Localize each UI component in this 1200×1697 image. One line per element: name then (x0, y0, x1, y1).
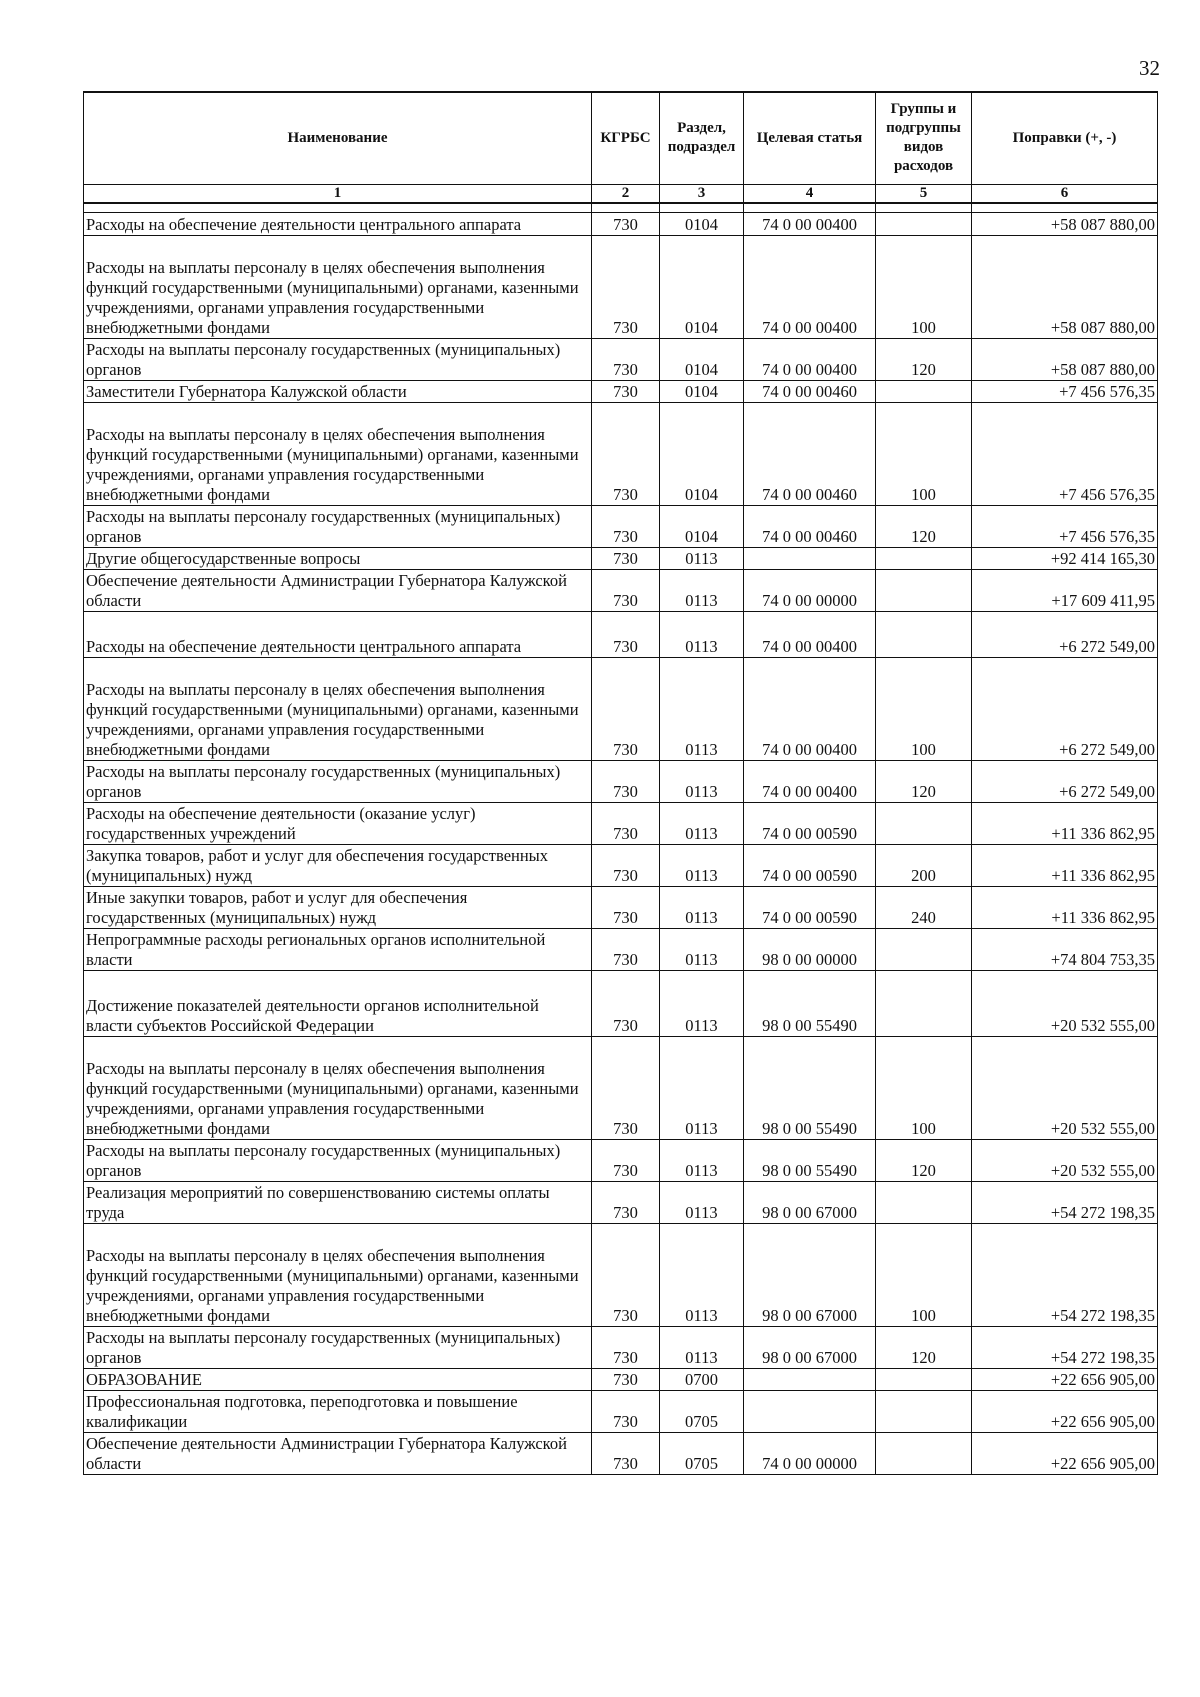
row-amount-cell: +74 804 753,35 (972, 929, 1158, 971)
row-group-cell: 240 (876, 887, 972, 929)
table-row (84, 1369, 1158, 1391)
row-amount-cell: +58 087 880,00 (972, 339, 1158, 381)
row-target-cell: 74 0 00 00400 (744, 612, 876, 658)
row-target-cell (744, 548, 876, 570)
row-kgrbs-cell: 730 (592, 1391, 660, 1433)
page-number: 32 (1139, 56, 1160, 80)
table-row (84, 213, 1158, 236)
table-row (84, 506, 1158, 548)
table-row (84, 339, 1158, 381)
row-target-cell: 98 0 00 00000 (744, 929, 876, 971)
row-kgrbs-cell: 730 (592, 1327, 660, 1369)
row-kgrbs-cell: 730 (592, 1224, 660, 1327)
row-section-cell: 0113 (660, 1037, 744, 1140)
row-name-cell: Непрограммные расходы региональных органов исполнительной власти (84, 929, 592, 971)
row-name-cell: Достижение показателей деятельности органов исполнительной власти субъектов Российской Федерации (84, 971, 592, 1037)
row-target-cell (744, 1391, 876, 1433)
column-number: 3 (660, 184, 744, 203)
row-name-cell: Реализация мероприятий по совершенствованию системы оплаты труда (84, 1182, 592, 1224)
row-kgrbs-cell: 730 (592, 213, 660, 236)
table-row (84, 1433, 1158, 1475)
row-section-cell: 0700 (660, 1369, 744, 1391)
table-row (84, 1140, 1158, 1182)
row-target-cell: 74 0 00 00590 (744, 845, 876, 887)
row-target-cell: 74 0 00 00000 (744, 570, 876, 612)
row-section-cell: 0113 (660, 1327, 744, 1369)
row-amount-cell: +11 336 862,95 (972, 845, 1158, 887)
row-section-cell: 0113 (660, 548, 744, 570)
row-section-cell: 0113 (660, 761, 744, 803)
row-target-cell: 74 0 00 00590 (744, 803, 876, 845)
row-section-cell: 0113 (660, 1224, 744, 1327)
row-group-cell (876, 803, 972, 845)
row-section-cell: 0104 (660, 381, 744, 403)
row-section-cell: 0113 (660, 803, 744, 845)
row-amount-cell: +58 087 880,00 (972, 213, 1158, 236)
row-amount-cell: +7 456 576,35 (972, 506, 1158, 548)
header-amendments: Поправки (+, -) (972, 92, 1158, 184)
row-section-cell: 0113 (660, 1182, 744, 1224)
row-section-cell: 0113 (660, 845, 744, 887)
row-kgrbs-cell: 730 (592, 1140, 660, 1182)
row-amount-cell: +11 336 862,95 (972, 887, 1158, 929)
row-name-cell: Другие общегосударственные вопросы (84, 548, 592, 570)
column-number: 2 (592, 184, 660, 203)
row-group-cell: 120 (876, 1140, 972, 1182)
row-group-cell (876, 1369, 972, 1391)
table-row (84, 971, 1158, 1037)
row-kgrbs-cell: 730 (592, 845, 660, 887)
row-kgrbs-cell: 730 (592, 381, 660, 403)
row-target-cell: 98 0 00 67000 (744, 1327, 876, 1369)
row-kgrbs-cell: 730 (592, 570, 660, 612)
row-target-cell: 98 0 00 67000 (744, 1224, 876, 1327)
row-kgrbs-cell: 730 (592, 971, 660, 1037)
row-target-cell (744, 1369, 876, 1391)
row-name-cell: Расходы на выплаты персоналу государственных (муниципальных) органов (84, 761, 592, 803)
row-section-cell: 0113 (660, 612, 744, 658)
row-amount-cell: +20 532 555,00 (972, 1140, 1158, 1182)
row-target-cell: 74 0 00 00400 (744, 236, 876, 339)
column-number: 1 (84, 184, 592, 203)
row-group-cell: 200 (876, 845, 972, 887)
spacer-row (84, 203, 1158, 213)
row-section-cell: 0104 (660, 339, 744, 381)
row-amount-cell: +17 609 411,95 (972, 570, 1158, 612)
row-kgrbs-cell: 730 (592, 887, 660, 929)
table-row (84, 612, 1158, 658)
row-amount-cell: +92 414 165,30 (972, 548, 1158, 570)
table-row (84, 1182, 1158, 1224)
table-row (84, 887, 1158, 929)
row-name-cell: Расходы на выплаты персоналу государственных (муниципальных) органов (84, 339, 592, 381)
row-section-cell: 0113 (660, 1140, 744, 1182)
row-target-cell: 74 0 00 00460 (744, 381, 876, 403)
row-section-cell: 0113 (660, 658, 744, 761)
row-section-cell: 0104 (660, 403, 744, 506)
row-kgrbs-cell: 730 (592, 1369, 660, 1391)
row-group-cell: 100 (876, 236, 972, 339)
row-group-cell: 100 (876, 1037, 972, 1140)
row-target-cell: 74 0 00 00460 (744, 506, 876, 548)
row-target-cell: 74 0 00 00000 (744, 1433, 876, 1475)
row-group-cell: 120 (876, 1327, 972, 1369)
row-group-cell: 120 (876, 339, 972, 381)
row-name-cell: Расходы на выплаты персоналу государственных (муниципальных) органов (84, 1140, 592, 1182)
row-target-cell: 74 0 00 00400 (744, 213, 876, 236)
column-number: 6 (972, 184, 1158, 203)
table-row (84, 1224, 1158, 1327)
row-name-cell: Расходы на выплаты персоналу в целях обеспечения выполнения функций государственными (муниципальными) органами, казенными учреждениями, органами управления государственными внебюджетными фондами (84, 236, 592, 339)
row-group-cell: 100 (876, 1224, 972, 1327)
row-group-cell: 100 (876, 658, 972, 761)
table-row (84, 236, 1158, 339)
row-name-cell: Расходы на выплаты персоналу в целях обеспечения выполнения функций государственными (муниципальными) органами, казенными учреждениями, органами управления государственными внебюджетными фондами (84, 1224, 592, 1327)
row-amount-cell: +22 656 905,00 (972, 1433, 1158, 1475)
row-section-cell: 0104 (660, 213, 744, 236)
row-group-cell (876, 548, 972, 570)
row-target-cell: 98 0 00 55490 (744, 1037, 876, 1140)
row-amount-cell: +22 656 905,00 (972, 1391, 1158, 1433)
table-row (84, 570, 1158, 612)
row-name-cell: Расходы на выплаты персоналу государственных (муниципальных) органов (84, 506, 592, 548)
row-target-cell: 74 0 00 00590 (744, 887, 876, 929)
column-number-row (84, 184, 1158, 203)
table-row (84, 761, 1158, 803)
budget-amendments-table (83, 91, 1158, 1475)
row-amount-cell: +7 456 576,35 (972, 403, 1158, 506)
row-section-cell: 0104 (660, 236, 744, 339)
row-group-cell (876, 612, 972, 658)
row-group-cell (876, 1182, 972, 1224)
header-kgrbs: КГРБС (592, 92, 660, 184)
row-amount-cell: +54 272 198,35 (972, 1327, 1158, 1369)
row-kgrbs-cell: 730 (592, 761, 660, 803)
row-amount-cell: +7 456 576,35 (972, 381, 1158, 403)
row-target-cell: 98 0 00 55490 (744, 971, 876, 1037)
row-kgrbs-cell: 730 (592, 612, 660, 658)
row-group-cell (876, 1391, 972, 1433)
row-kgrbs-cell: 730 (592, 803, 660, 845)
table-row (84, 1391, 1158, 1433)
row-amount-cell: +20 532 555,00 (972, 971, 1158, 1037)
row-name-cell: Обеспечение деятельности Администрации Губернатора Калужской области (84, 1433, 592, 1475)
table-row (84, 1327, 1158, 1369)
row-section-cell: 0113 (660, 929, 744, 971)
row-target-cell: 74 0 00 00400 (744, 339, 876, 381)
row-group-cell (876, 1433, 972, 1475)
table-row (84, 658, 1158, 761)
row-kgrbs-cell: 730 (592, 236, 660, 339)
row-group-cell: 100 (876, 403, 972, 506)
row-name-cell: Обеспечение деятельности Администрации Губернатора Калужской области (84, 570, 592, 612)
row-target-cell: 98 0 00 67000 (744, 1182, 876, 1224)
row-section-cell: 0705 (660, 1391, 744, 1433)
row-kgrbs-cell: 730 (592, 929, 660, 971)
row-group-cell (876, 570, 972, 612)
row-amount-cell: +54 272 198,35 (972, 1224, 1158, 1327)
row-section-cell: 0113 (660, 971, 744, 1037)
row-target-cell: 74 0 00 00400 (744, 658, 876, 761)
row-amount-cell: +6 272 549,00 (972, 612, 1158, 658)
header-target: Целевая статья (744, 92, 876, 184)
header-name: Наименование (84, 92, 592, 184)
table-row (84, 548, 1158, 570)
row-kgrbs-cell: 730 (592, 506, 660, 548)
header-section: Раздел, подраздел (660, 92, 744, 184)
row-name-cell: Профессиональная подготовка, переподготовка и повышение квалификации (84, 1391, 592, 1433)
table-header-row (84, 92, 1158, 184)
row-group-cell (876, 213, 972, 236)
column-number: 4 (744, 184, 876, 203)
table-row (84, 845, 1158, 887)
table-body (84, 203, 1158, 1475)
row-target-cell: 98 0 00 55490 (744, 1140, 876, 1182)
row-name-cell: Расходы на обеспечение деятельности центрального аппарата (84, 612, 592, 658)
row-amount-cell: +6 272 549,00 (972, 658, 1158, 761)
row-group-cell: 120 (876, 506, 972, 548)
row-name-cell: Иные закупки товаров, работ и услуг для обеспечения государственных (муниципальных) нужд (84, 887, 592, 929)
row-group-cell (876, 381, 972, 403)
row-kgrbs-cell: 730 (592, 339, 660, 381)
row-kgrbs-cell: 730 (592, 1037, 660, 1140)
row-amount-cell: +6 272 549,00 (972, 761, 1158, 803)
table-row (84, 803, 1158, 845)
row-name-cell: Закупка товаров, работ и услуг для обеспечения государственных (муниципальных) нужд (84, 845, 592, 887)
row-kgrbs-cell: 730 (592, 1182, 660, 1224)
row-kgrbs-cell: 730 (592, 403, 660, 506)
row-name-cell: Расходы на выплаты персоналу государственных (муниципальных) органов (84, 1327, 592, 1369)
row-kgrbs-cell: 730 (592, 548, 660, 570)
row-group-cell (876, 929, 972, 971)
row-amount-cell: +11 336 862,95 (972, 803, 1158, 845)
row-target-cell: 74 0 00 00400 (744, 761, 876, 803)
row-section-cell: 0705 (660, 1433, 744, 1475)
row-section-cell: 0113 (660, 570, 744, 612)
table-row (84, 381, 1158, 403)
row-name-cell: Заместители Губернатора Калужской области (84, 381, 592, 403)
row-name-cell: Расходы на обеспечение деятельности центрального аппарата (84, 213, 592, 236)
row-amount-cell: +22 656 905,00 (972, 1369, 1158, 1391)
row-kgrbs-cell: 730 (592, 658, 660, 761)
row-amount-cell: +58 087 880,00 (972, 236, 1158, 339)
table-row (84, 929, 1158, 971)
row-name-cell: Расходы на выплаты персоналу в целях обеспечения выполнения функций государственными (муниципальными) органами, казенными учреждениями, органами управления государственными внебюджетными фондами (84, 403, 592, 506)
table-row (84, 403, 1158, 506)
row-section-cell: 0104 (660, 506, 744, 548)
row-name-cell: Расходы на выплаты персоналу в целях обеспечения выполнения функций государственными (муниципальными) органами, казенными учреждениями, органами управления государственными внебюджетными фондами (84, 658, 592, 761)
row-section-cell: 0113 (660, 887, 744, 929)
row-name-cell: Расходы на обеспечение деятельности (оказание услуг) государственных учреждений (84, 803, 592, 845)
column-number: 5 (876, 184, 972, 203)
row-group-cell (876, 971, 972, 1037)
row-name-cell: Расходы на выплаты персоналу в целях обеспечения выполнения функций государственными (муниципальными) органами, казенными учреждениями, органами управления государственными внебюджетными фондами (84, 1037, 592, 1140)
row-amount-cell: +20 532 555,00 (972, 1037, 1158, 1140)
row-name-cell: ОБРАЗОВАНИЕ (84, 1369, 592, 1391)
row-group-cell: 120 (876, 761, 972, 803)
row-target-cell: 74 0 00 00460 (744, 403, 876, 506)
row-kgrbs-cell: 730 (592, 1433, 660, 1475)
table-row (84, 1037, 1158, 1140)
header-groups: Группы и подгруппы видов расходов (876, 92, 972, 184)
row-amount-cell: +54 272 198,35 (972, 1182, 1158, 1224)
